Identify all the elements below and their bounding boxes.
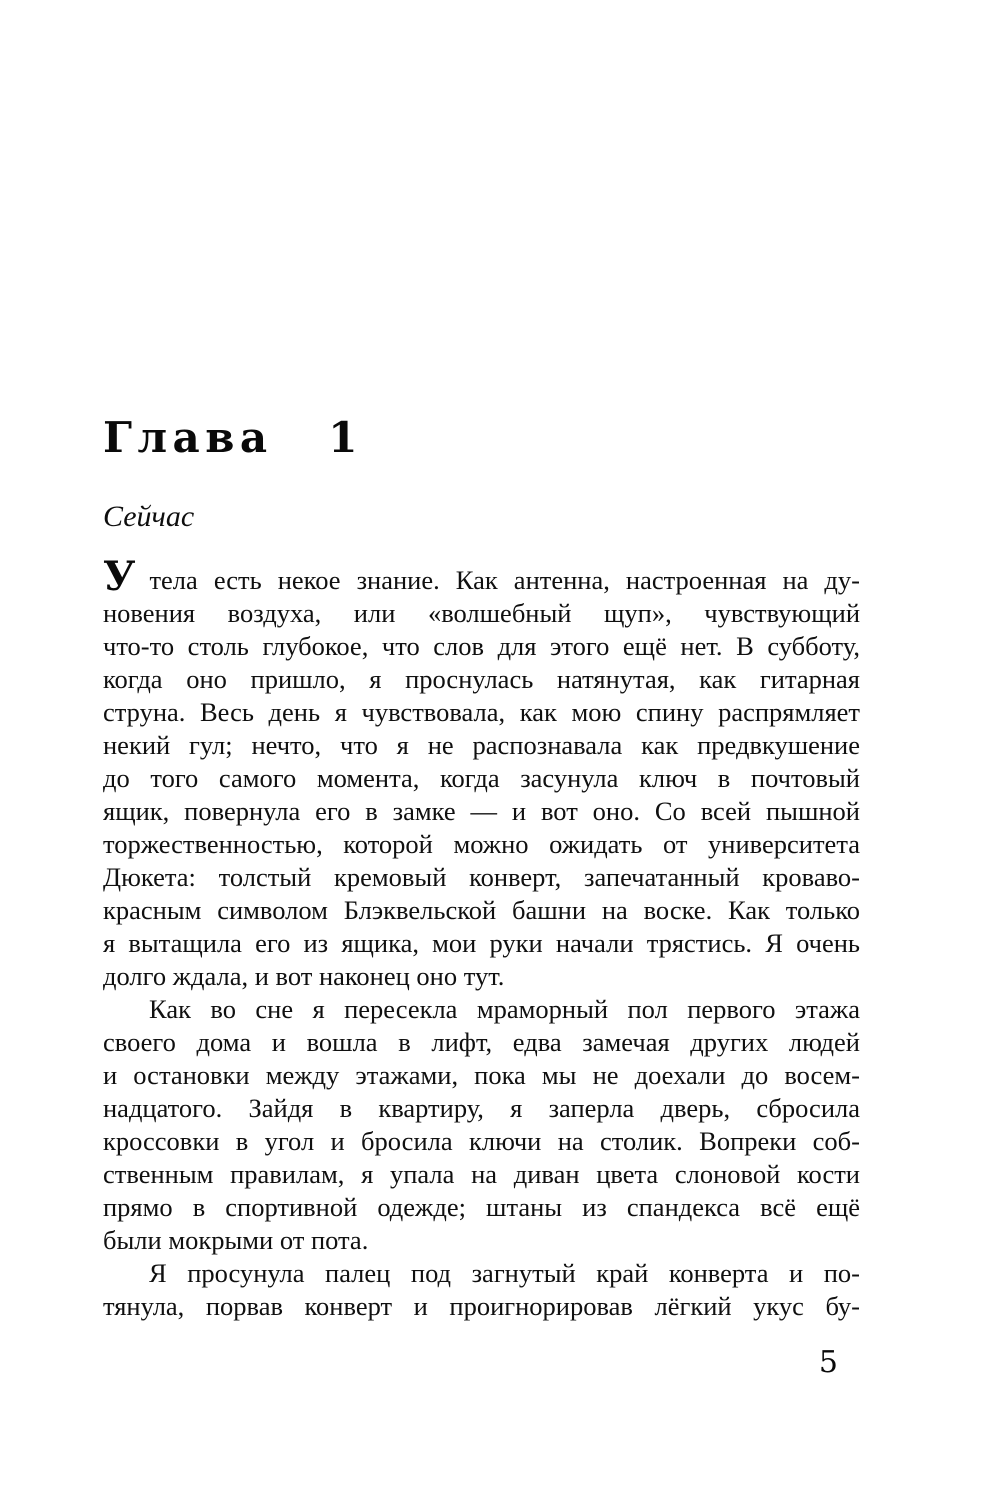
text-line: тянула, порвав конверт и проигнорировав лёгкий укус бу- bbox=[103, 1291, 860, 1321]
text-line: Дюкета: толстый кремовый конверт, запечатанный кроваво- bbox=[103, 862, 860, 892]
drop-cap: У bbox=[103, 553, 136, 600]
text-line bbox=[103, 553, 860, 600]
paragraph-lines bbox=[103, 993, 860, 1257]
text-line: были мокрыми от пота. bbox=[103, 1225, 369, 1255]
paragraph-2 bbox=[103, 993, 860, 1257]
text-column bbox=[103, 0, 860, 1323]
text-line: ственным правилам, я упала на диван цвета слоновой кости bbox=[103, 1159, 860, 1189]
text-line: прямо в спортивной одежде; штаны из спандекса всё ещё bbox=[103, 1192, 860, 1222]
text-line: до того самого момента, когда засунула ключ в почтовый bbox=[103, 763, 860, 793]
text-line: и остановки между этажами, пока мы не доехали до восем- bbox=[103, 1060, 860, 1090]
page-number: 5 bbox=[818, 1345, 838, 1380]
text-line: своего дома и вошла в лифт, едва замечая других людей bbox=[103, 1027, 860, 1057]
paragraph-lines bbox=[103, 597, 860, 993]
text-line: некий гул; нечто, что я не распознавала как предвкушение bbox=[103, 730, 860, 760]
text-line: красным символом Блэквельской башни на воске. Как только bbox=[103, 895, 860, 925]
text-line: когда оно пришло, я проснулась натянутая, как гитарная bbox=[103, 664, 860, 694]
section-subtitle: Сейчас bbox=[103, 500, 195, 533]
text-line: струна. Весь день я чувствовала, как мою спину распрямляет bbox=[103, 697, 860, 727]
paragraph-1 bbox=[103, 553, 860, 993]
paragraph-lines bbox=[103, 1257, 860, 1323]
text-line: Я просунула палец под загнутый край конверта и по- bbox=[149, 1258, 860, 1288]
text-line: новения воздуха, или «волшебный щуп», чувствующий bbox=[103, 598, 860, 628]
text-line: Как во сне я пересекла мраморный пол первого этажа bbox=[149, 994, 860, 1024]
text-line: кроссовки в угол и бросила ключи на столик. Вопреки соб- bbox=[103, 1126, 860, 1156]
first-line-text: тела есть некое знание. Как антенна, настроенная на ду- bbox=[149, 565, 860, 595]
chapter-title: Глава 1 bbox=[103, 413, 363, 462]
text-line: ящик, повернула его в замке — и вот оно. Со всей пышной bbox=[103, 796, 860, 826]
paragraph-3 bbox=[103, 1257, 860, 1323]
body-text bbox=[103, 553, 860, 1323]
text-line: я вытащила его из ящика, мои руки начали трястись. Я очень bbox=[103, 928, 860, 958]
text-line: торжественностью, которой можно ожидать от университета bbox=[103, 829, 860, 859]
text-line: что-то столь глубокое, что слов для этого ещё нет. В субботу, bbox=[103, 631, 860, 661]
text-line: надцатого. Зайдя в квартиру, я заперла дверь, сбросила bbox=[103, 1093, 860, 1123]
text-line: долго ждала, и вот наконец оно тут. bbox=[103, 961, 505, 991]
